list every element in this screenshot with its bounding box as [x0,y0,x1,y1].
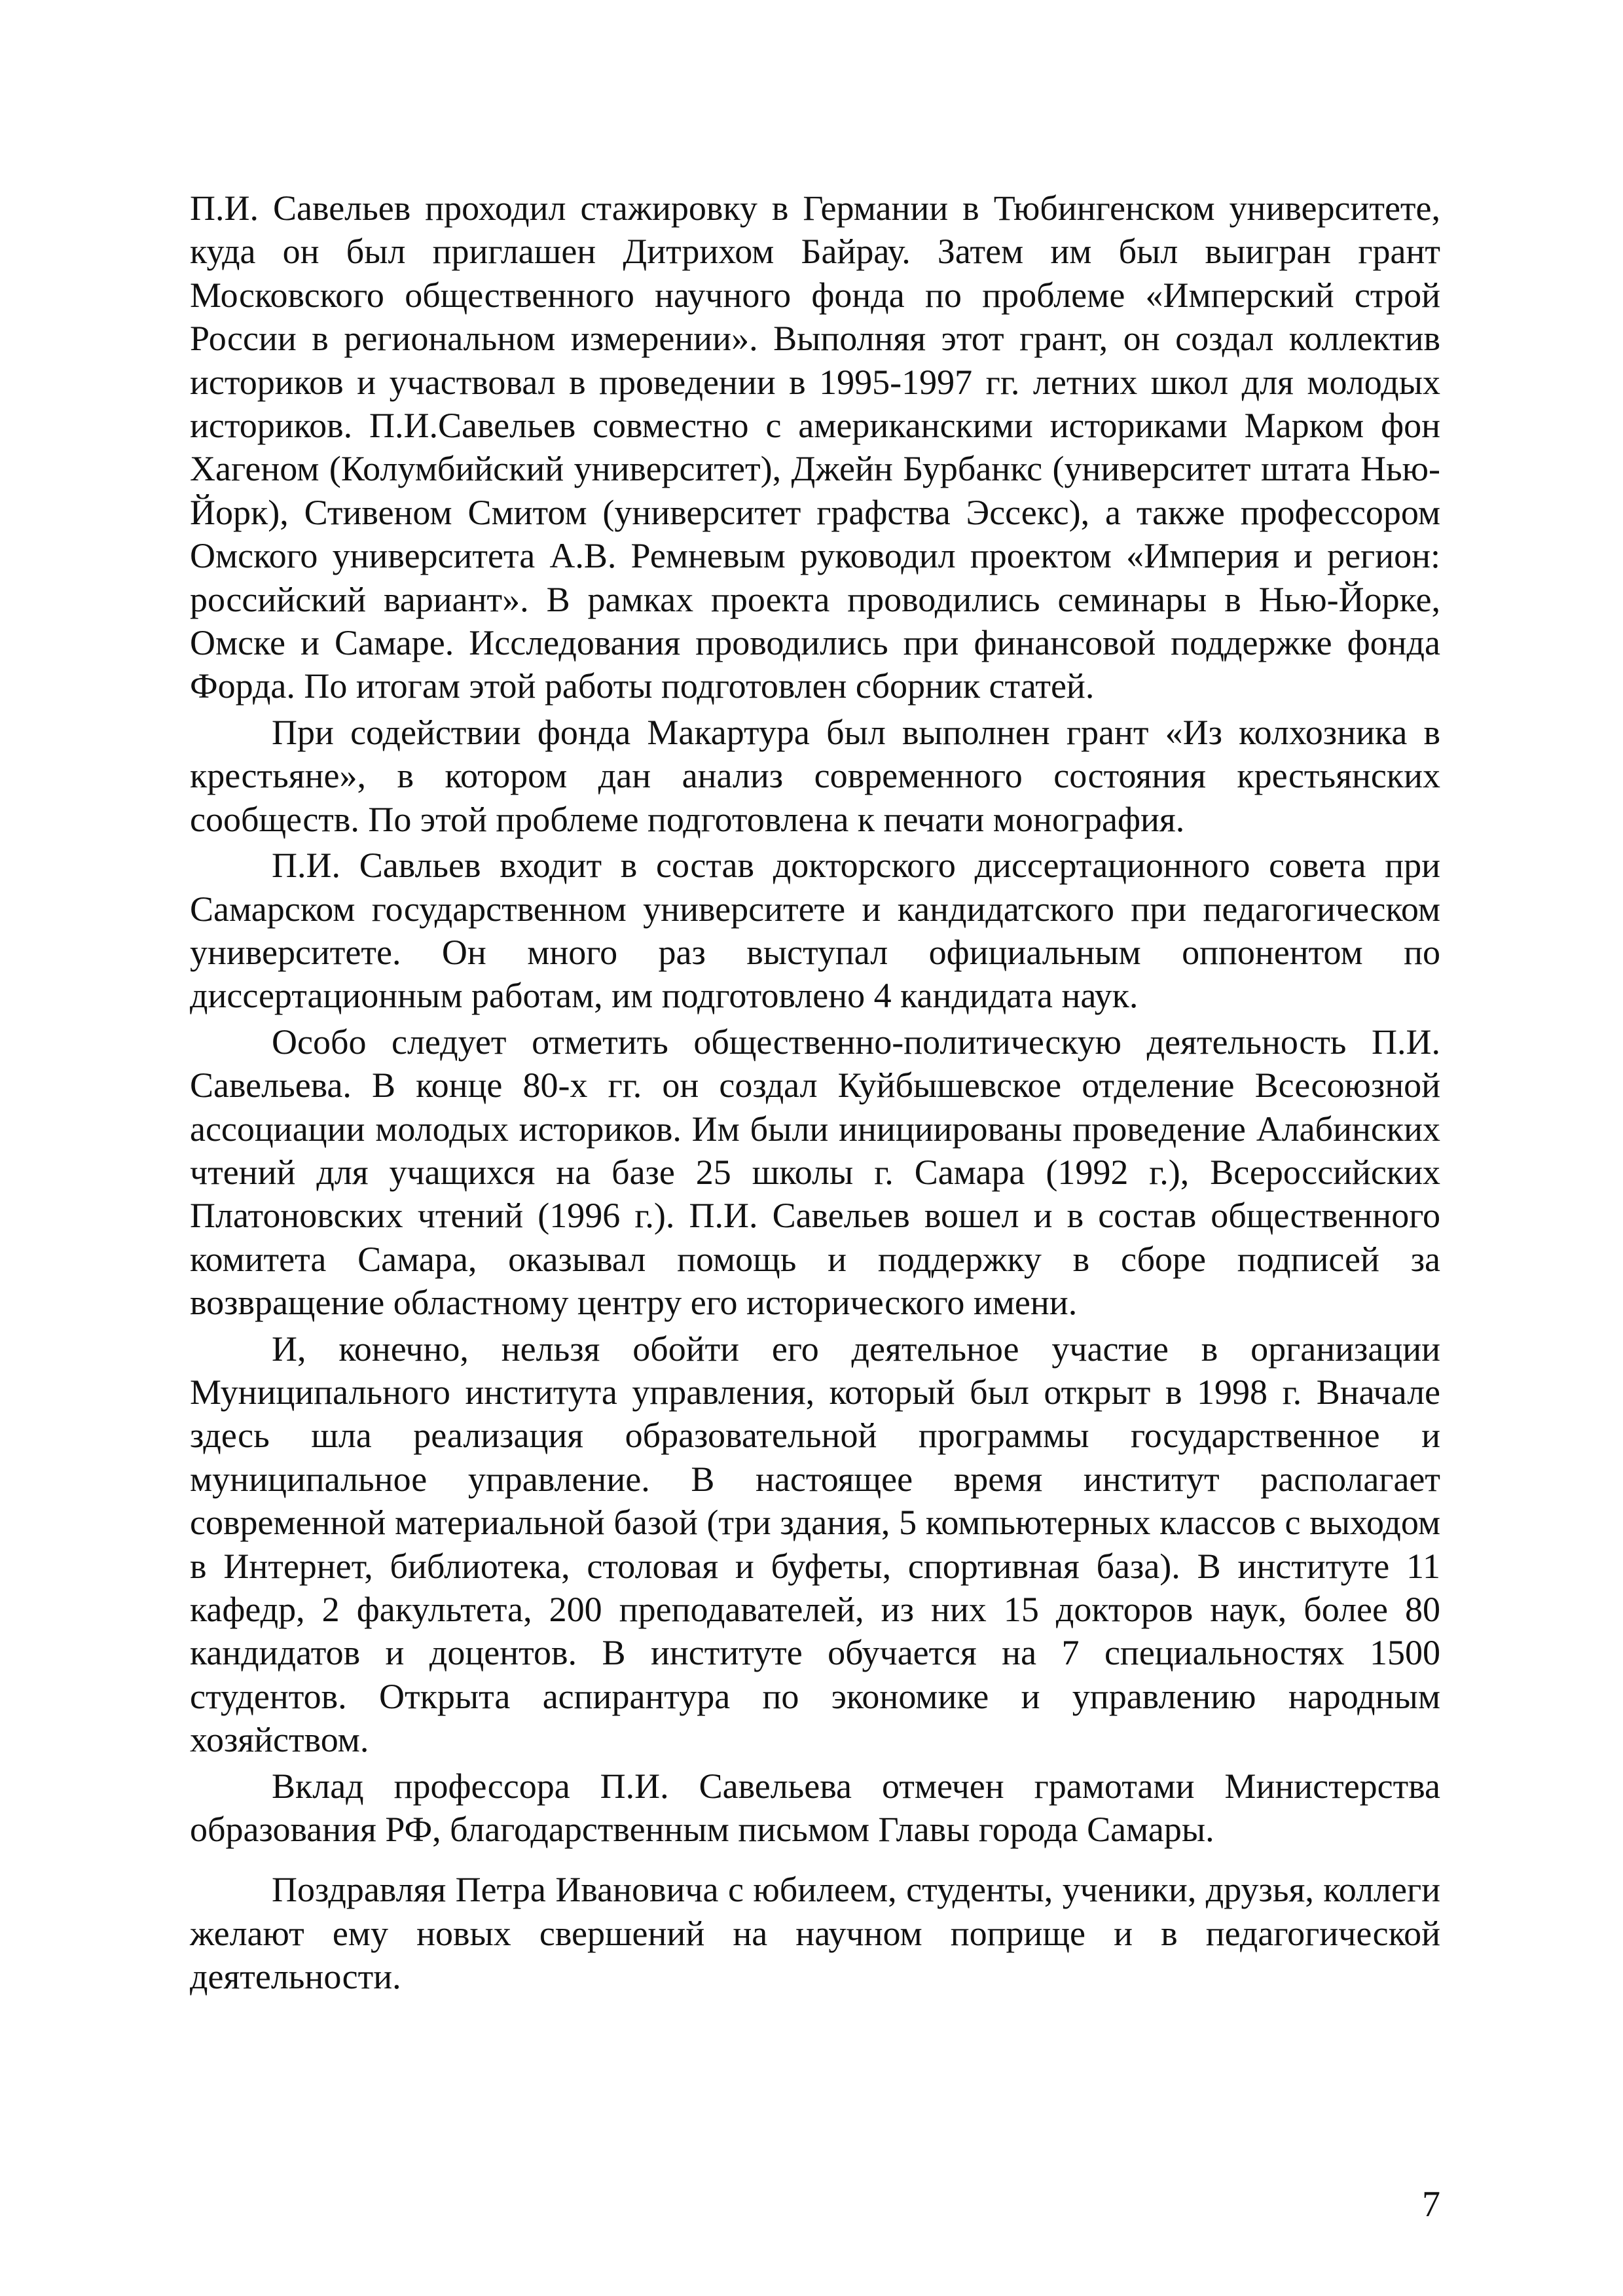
paragraph-makartur-grant: При содействии фонда Макартура был выполнен грант «Из колхозника в крестьяне», в котором дан анализ современного состояния крестьянских сообществ. По этой проблеме подготовлена к печати монография. [190,712,1440,839]
paragraph-public-activity: Особо следует отметить общественно-политическую деятельность П.И. Савельева. В конце 80-х гг. он создал Куйбышевское отделение Всесоюзной ассоциации молодых историков. Им были инициированы проведение Алабинских чтений для учащихся на базе 25 школы г. Самара (1992 г.), Всероссийских Платоновских чтений (1996 г.). П.И. Савельев вошел и в состав общественного комитета Самара, оказывал помощь и поддержку в сборе подписей за возвращение областному центру его исторического имени. [190,1022,1440,1323]
paragraph-awards: Вклад профессора П.И. Савельева отмечен грамотами Министерства образования РФ, благодарственным письмом Главы города Самары. [190,1766,1440,1850]
page-text-body [190,187,1440,1999]
paragraph-stazhirovka: П.И. Савельев проходил стажировку в Германии в Тюбингенском университете, куда он был приглашен Дитрихом Байрау. Затем им был выигран грант Московского общественного научного фонда по проблеме «Имперский строй России в региональном измерении». Выполняя этот грант, он создал коллектив историков и участвовал в проведении в 1995-1997 гг. летних школ для молодых историков. П.И.Савельев совместно с американскими историками Марком фон Хагеном (Колумбийский университет), Джейн Бурбанкс (университет штата Нью-Йорк), Стивеном Смитом (университет графства Эссекс), а также профессором Омского университета А.В. Ремневым руководил проектом «Империя и регион: российский вариант». В рамках проекта проводились семинары в Нью-Йорке, Омске и Самаре. Исследования проводились при финансовой поддержке фонда Форда. По итогам этой работы подготовлен сборник статей. [190,188,1440,706]
paragraph-municipal-institute: И, конечно, нельзя обойти его деятельное участие в организации Муниципального института управления, который был открыт в 1998 г. Вначале здесь шла реализация образовательной программы государственное и муниципальное управление. В настоящее время институт располагает современной материальной базой (три здания, 5 компьютерных классов с выходом в Интернет, библиотека, столовая и буфеты, спортивная база). В институте 11 кафедр, 2 факультета, 200 преподавателей, из них 15 докторов наук, более 80 кандидатов и доцентов. В институте обучается на 7 специальностях 1500 студентов. Открыта аспирантура по экономике и управлению народным хозяйством. [190,1329,1440,1760]
paragraph-congratulations: Поздравляя Петра Ивановича с юбилеем, студенты, ученики, друзья, коллеги желают ему новых свершений на научном поприще и в педагогической деятельности. [190,1870,1440,1997]
page-number: 7 [1422,2184,1440,2225]
paragraph-dissertation-council: П.И. Савльев входит в состав докторского диссертационного совета при Самарском государственном университете и кандидатского при педагогическом университете. Он много раз выступал официальным оппонентом по диссертационным работам, им подготовлено 4 кандидата наук. [190,846,1440,1016]
